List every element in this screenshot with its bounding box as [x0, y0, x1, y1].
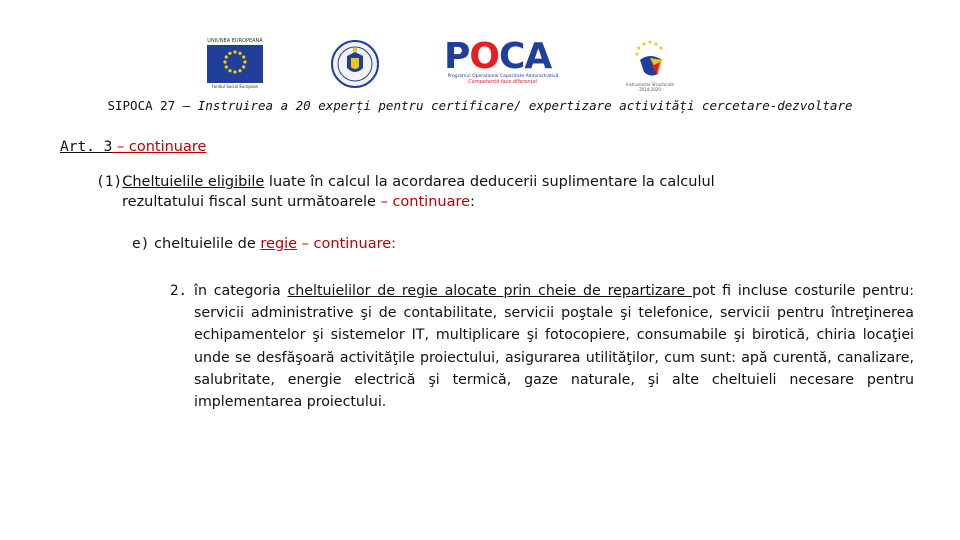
structural-instruments-logo [622, 38, 678, 94]
paragraph-2-body: în categoria cheltuielilor de regie alocate prin cheie de repartizare pot fi incluse costurile pentru: servicii administrative şi de contabilitate, servicii poştale şi telefonice, servicii pentru întreţinerea echipamentelor şi sistemelor IT, multiplicare şi fotocopiere, consumabile şi birotică, chiria locaţiei unde se desfăşoară activităţile proiectului, asigurarea utilităţilor, cum sunt: apă curentă, canalizare, salubritate, energie electrică şi termică, gaze naturale, şi alte cheltuieli necesare pentru implementarea proiectului. [194, 283, 915, 411]
article-label: Art. 3 [60, 139, 113, 155]
point-e-text: cheltuielile de [149, 236, 261, 252]
point-e-number: e) [132, 236, 150, 252]
poca-subtitle: Programul Operațional Capacitate Administrativă [447, 74, 559, 79]
article-continuation: – continuare [112, 139, 207, 155]
header-title: Instruirea a 20 experți pentru certificare/ expertizare activități cercetare-dezvoltare [197, 98, 853, 113]
overhead-allocation-term: cheltuielilor de regie alocate prin cheie de repartizare [287, 283, 693, 299]
paragraph-2-number: 2. [170, 283, 188, 299]
article-heading [60, 139, 206, 155]
paragraph-1-number: (1) [96, 174, 123, 190]
eu-flag-icon [207, 45, 263, 83]
page-header [0, 98, 960, 113]
paragraph-2 [170, 280, 914, 413]
paragraph-1 [96, 172, 856, 212]
coat-of-arms-logo [331, 40, 379, 88]
eu-caption-top: UNIUNEA EUROPEANĂ [207, 38, 263, 44]
poca-wordmark: POCA [444, 36, 552, 77]
eligible-costs-term: Cheltuielile eligibile [122, 174, 265, 190]
poca-logo [444, 36, 562, 92]
paragraph-1-text: luate în calcul la acordarea deducerii suplimentare la calculul [264, 174, 715, 190]
paragraph-1-line2: rezultatului fiscal sunt următoarele – continuare: [122, 194, 475, 210]
point-e [132, 236, 396, 252]
header-prefix: SIPOCA 27 – [107, 98, 198, 113]
poca-tagline: Competență face diferența! [468, 79, 538, 85]
overhead-term: regie [260, 236, 298, 252]
point-e-continuation: – continuare: [297, 236, 397, 252]
structural-instruments-caption: Instrumente Structurale 2014-2020 [626, 82, 674, 92]
logo-bar [0, 36, 960, 96]
eu-logo [206, 38, 264, 89]
eu-caption-bottom: Fondul Social European [211, 84, 259, 89]
paragraph-1-continuation: – continuare [375, 194, 471, 210]
